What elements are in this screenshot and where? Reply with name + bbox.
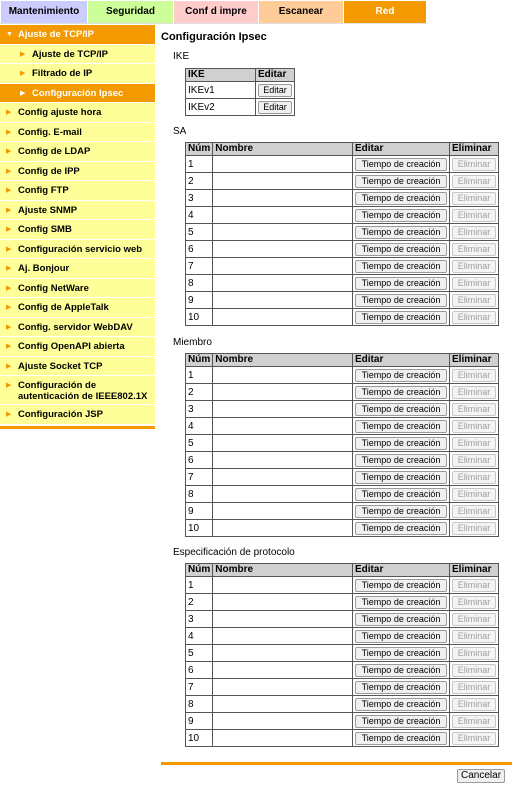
- table-row: [186, 452, 499, 469]
- edit-time-button[interactable]: Tiempo de creación: [355, 579, 447, 592]
- edit-time-button[interactable]: Tiempo de creación: [355, 681, 447, 694]
- sidebar-item-18[interactable]: [0, 376, 155, 405]
- delete-button[interactable]: Eliminar: [452, 386, 496, 399]
- triangle-right-icon: ▶: [6, 167, 12, 175]
- table-row: [186, 503, 499, 520]
- delete-button[interactable]: Eliminar: [452, 260, 496, 273]
- table-row: [186, 418, 499, 435]
- row-name: [213, 367, 353, 384]
- column-header: Nombre: [213, 143, 353, 156]
- row-number: 5: [186, 224, 213, 241]
- row-number: 2: [186, 173, 213, 190]
- row-name: [213, 292, 353, 309]
- row-name: [213, 696, 353, 713]
- table-row: [186, 82, 295, 99]
- sidebar-item-label: Configuración Ipsec: [32, 87, 124, 99]
- delete-button[interactable]: Eliminar: [452, 294, 496, 307]
- delete-button[interactable]: Eliminar: [452, 471, 496, 484]
- row-number: 1: [186, 577, 213, 594]
- table-row: [186, 594, 499, 611]
- row-number: 3: [186, 611, 213, 628]
- edit-time-button[interactable]: Tiempo de creación: [355, 192, 447, 205]
- delete-button[interactable]: Eliminar: [452, 158, 496, 171]
- triangle-right-icon: ▶: [6, 382, 12, 389]
- delete-button[interactable]: Eliminar: [452, 698, 496, 711]
- row-number: 8: [186, 275, 213, 292]
- sidebar-item-label: Filtrado de IP: [32, 68, 93, 79]
- row-number: 2: [186, 594, 213, 611]
- sidebar-item-13[interactable]: [0, 279, 155, 299]
- column-header: Núm: [186, 354, 213, 367]
- delete-button[interactable]: Eliminar: [452, 311, 496, 324]
- column-header: Editar: [353, 354, 450, 367]
- sidebar-item-12[interactable]: [0, 259, 155, 279]
- row-number: 10: [186, 730, 213, 747]
- table-row: [186, 207, 499, 224]
- triangle-right-icon: ▶: [6, 304, 12, 311]
- triangle-right-icon: ▶: [6, 206, 12, 214]
- row-number: 3: [186, 190, 213, 207]
- sidebar-item-3[interactable]: [0, 84, 155, 104]
- row-name: [213, 645, 353, 662]
- table-row: [186, 486, 499, 503]
- delete-button[interactable]: Eliminar: [452, 403, 496, 416]
- edit-time-button[interactable]: Tiempo de creación: [355, 715, 447, 728]
- triangle-right-icon: ▶: [6, 148, 12, 155]
- delete-button[interactable]: Eliminar: [452, 420, 496, 433]
- edit-time-button[interactable]: Tiempo de creación: [355, 175, 447, 188]
- sidebar-item-label: Config SMB: [18, 224, 72, 235]
- row-name: [213, 156, 353, 173]
- edit-time-button[interactable]: Tiempo de creación: [355, 277, 447, 290]
- triangle-right-icon: ▶: [20, 89, 26, 97]
- row-number: 10: [186, 309, 213, 326]
- section-table: [185, 353, 499, 537]
- row-name: [213, 503, 353, 520]
- delete-button[interactable]: Eliminar: [452, 630, 496, 643]
- table-row: [186, 292, 499, 309]
- table-row: [186, 577, 499, 594]
- delete-button[interactable]: Eliminar: [452, 505, 496, 518]
- row-name: [213, 713, 353, 730]
- triangle-right-icon: ▶: [20, 50, 26, 58]
- delete-button[interactable]: Eliminar: [452, 664, 496, 677]
- row-name: [213, 275, 353, 292]
- sidebar-item-label: Configuración servicio web: [18, 243, 143, 255]
- sidebar-item-label: Ajuste SNMP: [18, 204, 78, 216]
- sidebar-item-label: Config de IPP: [18, 165, 80, 177]
- edit-time-button[interactable]: Tiempo de creación: [355, 664, 447, 677]
- delete-button[interactable]: Eliminar: [452, 454, 496, 467]
- sidebar-item-label: Config ajuste hora: [18, 107, 102, 118]
- ike-section-label: IKE: [173, 51, 190, 62]
- delete-button[interactable]: Eliminar: [452, 437, 496, 450]
- triangle-right-icon: ▶: [6, 343, 12, 350]
- triangle-right-icon: ▶: [6, 226, 12, 233]
- sidebar-item-17[interactable]: [0, 357, 155, 377]
- table-row: [186, 309, 499, 326]
- tab-mantenimiento[interactable]: Mantenimiento: [1, 1, 88, 23]
- row-number: 2: [186, 384, 213, 401]
- row-name: [213, 418, 353, 435]
- sidebar-item-2[interactable]: [0, 64, 155, 84]
- sidebar-item-label: Ajuste de TCP/IP: [32, 48, 109, 60]
- row-name: [213, 486, 353, 503]
- sidebar-item-5[interactable]: [0, 123, 155, 143]
- table-row: [186, 367, 499, 384]
- triangle-right-icon: ▶: [6, 323, 12, 331]
- edit-ikev2-button[interactable]: Editar: [258, 101, 292, 114]
- sidebar-item-label: Config de AppleTalk: [18, 302, 109, 313]
- row-number: 7: [186, 258, 213, 275]
- sidebar-item-label: Config. servidor WebDAV: [18, 321, 133, 333]
- delete-button[interactable]: Eliminar: [452, 277, 496, 290]
- row-number: 4: [186, 418, 213, 435]
- triangle-right-icon: ▶: [6, 362, 12, 370]
- edit-time-button[interactable]: Tiempo de creación: [355, 386, 447, 399]
- delete-button[interactable]: Eliminar: [452, 596, 496, 609]
- column-header: Nombre: [213, 564, 353, 577]
- row-name: [213, 224, 353, 241]
- row-name: [213, 384, 353, 401]
- tab-bar: [0, 0, 517, 24]
- cancel-button[interactable]: Cancelar: [457, 769, 505, 783]
- edit-time-button[interactable]: Tiempo de creación: [355, 647, 447, 660]
- sidebar-item-0[interactable]: [0, 25, 155, 45]
- column-header: Eliminar: [450, 354, 499, 367]
- row-name: [213, 435, 353, 452]
- edit-time-button[interactable]: Tiempo de creación: [355, 630, 447, 643]
- row-number: 7: [186, 679, 213, 696]
- row-name: [213, 173, 353, 190]
- table-row: [186, 713, 499, 730]
- sidebar-item-7[interactable]: [0, 162, 155, 182]
- column-header: Nombre: [213, 354, 353, 367]
- row-number: 7: [186, 469, 213, 486]
- table-row: [186, 611, 499, 628]
- table-row: [186, 679, 499, 696]
- sidebar-item-9[interactable]: [0, 201, 155, 221]
- delete-button[interactable]: Eliminar: [452, 647, 496, 660]
- table-row: [186, 662, 499, 679]
- edit-time-button[interactable]: Tiempo de creación: [355, 454, 447, 467]
- sidebar-item-16[interactable]: [0, 337, 155, 357]
- delete-button[interactable]: Eliminar: [452, 226, 496, 239]
- tab-conf-d-impre[interactable]: Conf d impre: [174, 1, 259, 23]
- row-number: 6: [186, 662, 213, 679]
- row-number: 4: [186, 628, 213, 645]
- edit-time-button[interactable]: Tiempo de creación: [355, 596, 447, 609]
- delete-button[interactable]: Eliminar: [452, 579, 496, 592]
- row-number: 4: [186, 207, 213, 224]
- table-row: [186, 275, 499, 292]
- triangle-down-icon: ▼: [6, 31, 13, 38]
- section-table: [185, 142, 499, 326]
- bottom-divider: [161, 762, 512, 765]
- edit-time-button[interactable]: Tiempo de creación: [355, 260, 447, 273]
- edit-time-button[interactable]: Tiempo de creación: [355, 732, 447, 745]
- triangle-right-icon: ▶: [6, 245, 12, 253]
- triangle-right-icon: ▶: [20, 70, 26, 77]
- table-row: [186, 190, 499, 207]
- sidebar-item-1[interactable]: [0, 45, 155, 65]
- column-header: Eliminar: [450, 143, 499, 156]
- sidebar-item-label: Configuración JSP: [18, 409, 103, 420]
- row-number: 6: [186, 452, 213, 469]
- row-number: 5: [186, 435, 213, 452]
- triangle-right-icon: ▶: [6, 411, 12, 418]
- table-row: [186, 99, 295, 116]
- tab-seguridad[interactable]: Seguridad: [88, 1, 174, 23]
- row-name: [213, 679, 353, 696]
- edit-time-button[interactable]: Tiempo de creación: [355, 613, 447, 626]
- sidebar-item-label: Aj. Bonjour: [18, 263, 70, 274]
- delete-button[interactable]: Eliminar: [452, 681, 496, 694]
- ike-name: IKEv2: [186, 99, 256, 116]
- column-header: Eliminar: [450, 564, 499, 577]
- table-row: [186, 469, 499, 486]
- row-number: 9: [186, 292, 213, 309]
- table-row: [186, 241, 499, 258]
- edit-time-button[interactable]: Tiempo de creación: [355, 698, 447, 711]
- edit-time-button[interactable]: Tiempo de creación: [355, 294, 447, 307]
- row-number: 9: [186, 713, 213, 730]
- column-header: Núm: [186, 143, 213, 156]
- row-name: [213, 401, 353, 418]
- row-name: [213, 628, 353, 645]
- column-header: Editar: [353, 143, 450, 156]
- table-row: [186, 384, 499, 401]
- sidebar-item-label: Config de LDAP: [18, 146, 91, 157]
- table-row: [186, 156, 499, 173]
- delete-button[interactable]: Eliminar: [452, 715, 496, 728]
- row-name: [213, 594, 353, 611]
- table-row: [186, 435, 499, 452]
- row-name: [213, 577, 353, 594]
- row-name: [213, 730, 353, 747]
- sidebar-item-label: Ajuste Socket TCP: [18, 360, 103, 372]
- row-number: 1: [186, 367, 213, 384]
- tab-escanear[interactable]: Escanear: [259, 1, 344, 23]
- delete-button[interactable]: Eliminar: [452, 175, 496, 188]
- edit-time-button[interactable]: Tiempo de creación: [355, 209, 447, 222]
- sidebar-item-10[interactable]: [0, 220, 155, 240]
- row-number: 5: [186, 645, 213, 662]
- table-row: [186, 645, 499, 662]
- row-name: [213, 611, 353, 628]
- sidebar-item-14[interactable]: [0, 298, 155, 318]
- delete-button[interactable]: Eliminar: [452, 613, 496, 626]
- table-row: [186, 628, 499, 645]
- sidebar-item-6[interactable]: [0, 142, 155, 162]
- sidebar-item-4[interactable]: [0, 103, 155, 123]
- ike-header: IKE: [186, 69, 256, 82]
- triangle-right-icon: ▶: [6, 109, 12, 116]
- table-row: [186, 401, 499, 418]
- edit-ikev1-button[interactable]: Editar: [258, 84, 292, 97]
- triangle-right-icon: ▶: [6, 284, 12, 292]
- edit-time-button[interactable]: Tiempo de creación: [355, 158, 447, 171]
- row-name: [213, 309, 353, 326]
- triangle-right-icon: ▶: [6, 128, 12, 136]
- edit-time-button[interactable]: Tiempo de creación: [355, 488, 447, 501]
- sidebar-item-label: Config OpenAPI abierta: [18, 341, 125, 352]
- edit-header: Editar: [256, 69, 295, 82]
- tab-underline: [0, 23, 427, 24]
- row-number: 3: [186, 401, 213, 418]
- column-header: Núm: [186, 564, 213, 577]
- sidebar-item-label: Ajuste de TCP/IP: [18, 29, 95, 40]
- delete-button[interactable]: Eliminar: [452, 732, 496, 745]
- row-number: 8: [186, 696, 213, 713]
- section-label: Especificación de protocolo: [173, 547, 295, 558]
- table-row: [186, 224, 499, 241]
- table-row: [186, 696, 499, 713]
- tab-red[interactable]: Red: [344, 1, 427, 23]
- table-row: [186, 258, 499, 275]
- ike-table: [185, 68, 295, 116]
- section-table: [185, 563, 499, 747]
- section-label: Miembro: [173, 337, 212, 348]
- row-name: [213, 469, 353, 486]
- sidebar-item-label: Config. E-mail: [18, 126, 82, 138]
- delete-button[interactable]: Eliminar: [452, 209, 496, 222]
- row-name: [213, 520, 353, 537]
- row-number: 10: [186, 520, 213, 537]
- sidebar-item-15[interactable]: [0, 318, 155, 338]
- table-row: [186, 730, 499, 747]
- sidebar-item-label: Configuración de autenticación de IEEE802.1X: [18, 380, 148, 402]
- table-row: [186, 173, 499, 190]
- page-title: Configuración Ipsec: [161, 31, 267, 43]
- sidebar-item-label: Config FTP: [18, 185, 69, 196]
- edit-time-button[interactable]: Tiempo de creación: [355, 437, 447, 450]
- edit-time-button[interactable]: Tiempo de creación: [355, 403, 447, 416]
- row-name: [213, 258, 353, 275]
- sidebar-bottom-bar: [0, 426, 155, 429]
- row-name: [213, 190, 353, 207]
- column-header: Editar: [353, 564, 450, 577]
- delete-button[interactable]: Eliminar: [452, 488, 496, 501]
- row-number: 6: [186, 241, 213, 258]
- section-label: SA: [173, 126, 187, 137]
- ike-name: IKEv1: [186, 82, 256, 99]
- row-name: [213, 207, 353, 224]
- delete-button[interactable]: Eliminar: [452, 369, 496, 382]
- row-number: 1: [186, 156, 213, 173]
- edit-time-button[interactable]: Tiempo de creación: [355, 522, 447, 535]
- table-row: [186, 520, 499, 537]
- sidebar-item-label: Config NetWare: [18, 282, 89, 294]
- delete-button[interactable]: Eliminar: [452, 192, 496, 205]
- edit-time-button[interactable]: Tiempo de creación: [355, 369, 447, 382]
- edit-time-button[interactable]: Tiempo de creación: [355, 226, 447, 239]
- sidebar-item-11[interactable]: [0, 240, 155, 260]
- edit-time-button[interactable]: Tiempo de creación: [355, 420, 447, 433]
- delete-button[interactable]: Eliminar: [452, 243, 496, 256]
- row-number: 9: [186, 503, 213, 520]
- triangle-right-icon: ▶: [6, 187, 12, 194]
- sidebar-item-8[interactable]: [0, 181, 155, 201]
- sidebar: [0, 25, 155, 429]
- edit-time-button[interactable]: Tiempo de creación: [355, 311, 447, 324]
- delete-button[interactable]: Eliminar: [452, 522, 496, 535]
- edit-time-button[interactable]: Tiempo de creación: [355, 471, 447, 484]
- triangle-right-icon: ▶: [6, 265, 12, 272]
- row-name: [213, 662, 353, 679]
- row-name: [213, 452, 353, 469]
- row-number: 8: [186, 486, 213, 503]
- sidebar-item-19[interactable]: [0, 405, 155, 425]
- edit-time-button[interactable]: Tiempo de creación: [355, 243, 447, 256]
- row-name: [213, 241, 353, 258]
- edit-time-button[interactable]: Tiempo de creación: [355, 505, 447, 518]
